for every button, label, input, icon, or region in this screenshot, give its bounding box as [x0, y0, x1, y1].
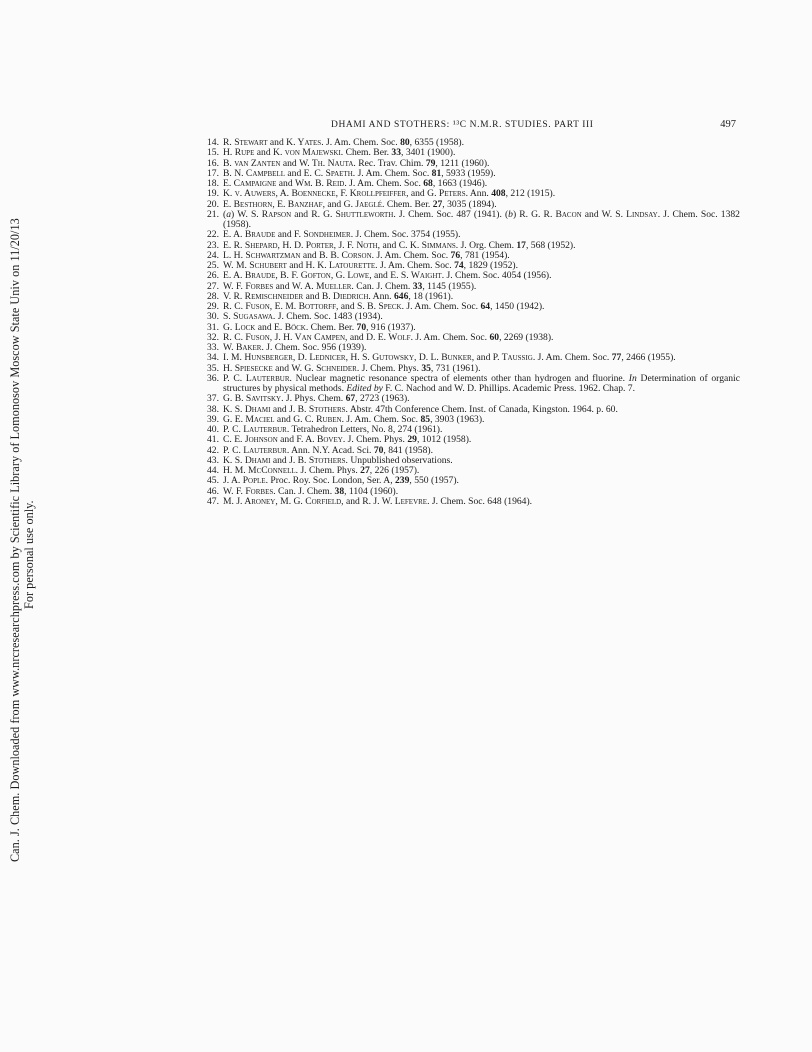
reference-segment: Edited by [346, 383, 383, 394]
reference-segment: . Can. J. Chem. [273, 485, 335, 497]
reference-segment: , 781 (1954). [460, 249, 510, 261]
reference-segment: W. F. Forbes [223, 280, 274, 292]
reference-segment: 17 [516, 239, 526, 251]
reference-segment: E. A. Braude, B. F. Gofton, G. Lowe [223, 270, 370, 282]
reference-segment: and [254, 147, 274, 159]
reference-segment: . Chem. Ber. [305, 321, 357, 333]
reference-segment: J. B. Stothers [289, 403, 346, 415]
reference-segment: . Can. J. Chem. [351, 280, 413, 292]
reference-segment: . J. Phys. Chem. [281, 393, 346, 405]
reference-segment: . J. Am. Chem. Soc. [341, 413, 421, 425]
running-title: DHAMI AND STOTHERS: ¹³C N.M.R. STUDIES. PART III [331, 120, 594, 130]
reference-list [200, 138, 740, 507]
reference-item [200, 210, 740, 231]
reference-segment: S. Sugasawa [223, 311, 273, 323]
reference-number: 46. [207, 485, 219, 497]
reference-segment: B. Diedrich [321, 290, 369, 302]
reference-segment: , 3401 (1900). [401, 147, 456, 159]
reference-segment: 70 [356, 321, 367, 333]
reference-segment: 239 [395, 475, 410, 487]
reference-segment: W. F. Forbes [223, 485, 274, 497]
reference-segment: . J. Chem. Phys. [342, 434, 408, 446]
reference-segment: , 916 (1937). [366, 321, 416, 333]
reference-segment: H. Spiesecke [223, 362, 273, 374]
reference-number: 15. [207, 147, 219, 159]
reference-number: 31. [207, 321, 219, 333]
reference-segment: and [270, 454, 290, 466]
reference-segment: E. A. Braude [223, 229, 276, 241]
reference-segment: , and [345, 331, 367, 343]
reference-segment: , 1145 (1955). [422, 280, 477, 292]
reference-number: 20. [207, 198, 219, 210]
reference-segment: . Proc. Roy. Soc. London, Ser. A, [265, 475, 395, 487]
reference-number: 14. [207, 137, 219, 148]
reference-segment: B. B. Corson [319, 249, 372, 261]
reference-segment: R. Stewart [223, 137, 268, 148]
reference-segment: K. Yates [286, 137, 322, 148]
reference-segment: W. Th. Nauta [299, 157, 354, 169]
reference-item [200, 497, 740, 507]
reference-segment: , 6355 (1958). [409, 137, 465, 148]
reference-segment: . J. Chem. Phys. [356, 362, 422, 374]
reference-segment: . Chem. Ber. [340, 147, 392, 159]
reference-segment: , and [377, 239, 399, 251]
reference-segment: W. G. Schneider [291, 362, 357, 374]
reference-segment: and [277, 434, 297, 446]
reference-segment: E. S. Waight [390, 270, 442, 282]
reference-segment: Bacon [555, 208, 582, 220]
reference-segment: , 18 (1961). [408, 290, 454, 302]
reference-segment: . Ann. [465, 188, 492, 200]
reference-segment: W. S. Rapson [237, 208, 292, 220]
reference-segment: . J. Am. Chem. Soc. [352, 167, 432, 179]
reference-segment: 33 [391, 147, 402, 159]
reference-number: 17. [207, 167, 219, 179]
reference-segment: . Ann. N.Y. Acad. Sci. [286, 444, 374, 456]
reference-number: 27. [207, 280, 219, 292]
reference-segment: . J. Chem. Soc. 956 (1939). [261, 342, 367, 353]
reference-segment: and [270, 403, 290, 415]
reference-segment: . J. Chem. Soc. 1483 (1934). [272, 311, 383, 323]
reference-segment: J. B. Stothers [289, 454, 346, 466]
reference-segment: . J. Chem. Phys. [295, 465, 361, 476]
reference-segment: B. van Zanten [223, 157, 281, 169]
reference-segment: K. S. Dhami [223, 403, 271, 415]
reference-segment: M. J. Aroney, M. G. Corfield [223, 495, 342, 507]
reference-segment: 60 [489, 331, 500, 343]
reference-segment: S. B. Speck [357, 301, 402, 312]
reference-segment: 64 [480, 301, 491, 312]
reference-segment: , 1211 (1960). [435, 157, 490, 169]
reference-number: 22. [207, 229, 219, 241]
reference-number: 38. [207, 403, 219, 415]
reference-segment: D. E. Wolf [366, 331, 411, 343]
reference-number: 19. [207, 188, 219, 200]
reference-segment: C. K. Simmans [398, 239, 456, 251]
reference-segment: , 841 (1958). [383, 444, 433, 456]
reference-segment: and [300, 249, 320, 261]
reference-number: 39. [207, 413, 219, 425]
reference-segment: , 1663 (1946). [432, 178, 488, 189]
reference-segment: Wm. B. Reid [295, 178, 345, 189]
reference-segment: 79 [425, 157, 436, 169]
reference-segment: , 550 (1957). [409, 475, 459, 487]
reference-segment: , 1012 (1958). [416, 434, 472, 446]
reference-number: 26. [207, 270, 219, 282]
reference-segment: W. A. Mueller [291, 280, 352, 292]
reference-segment: B. N. Campbell [223, 167, 285, 179]
reference-segment: and [291, 208, 312, 220]
reference-segment: . J. Org. Chem. [455, 239, 517, 251]
page-number: 497 [720, 119, 736, 130]
reference-segment: . J. Am. Chem. Soc. [375, 260, 455, 271]
reference-segment: and [275, 229, 295, 241]
reference-segment: E. Besthorn, E. Banzhaf [223, 198, 323, 210]
reference-number: 35. [207, 362, 219, 374]
download-watermark [0, 0, 50, 1052]
reference-segment: , 5933 (1959). [441, 167, 496, 179]
reference-segment: 27 [360, 465, 370, 476]
reference-segment: , 731 (1961). [430, 362, 481, 374]
reference-segment: 76 [450, 249, 461, 261]
reference-number: 36. [207, 372, 219, 384]
reference-item [200, 374, 740, 395]
reference-segment: and [255, 321, 275, 333]
reference-segment: W. Baker [223, 342, 262, 353]
reference-segment: , 2723 (1963). [355, 393, 410, 405]
reference-segment: . J. Am. Chem. Soc. [371, 249, 451, 261]
running-header [200, 120, 740, 134]
reference-number: 24. [207, 249, 219, 261]
reference-segment: . J. Chem. Soc. 648 (1964). [427, 495, 533, 507]
reference-number: 44. [207, 465, 219, 476]
reference-segment: V. R. Remischneider [223, 290, 304, 302]
reference-number: 41. [207, 434, 219, 446]
reference-number: 32. [207, 331, 219, 343]
reference-segment: , 212 (1915). [505, 188, 556, 200]
reference-segment: K. S. Dhami [223, 454, 271, 466]
reference-number: 33. [207, 342, 219, 353]
reference-number: 30. [207, 311, 219, 323]
reference-segment: , 2269 (1938). [499, 331, 554, 343]
reference-segment: P. Taussig [492, 352, 533, 364]
reference-segment: K. von Majewski [273, 147, 341, 159]
reference-number: 40. [207, 424, 219, 435]
reference-segment: . J. Am. Chem. Soc. [401, 301, 481, 312]
reference-segment: and [267, 137, 287, 148]
reference-segment: 408 [491, 188, 506, 200]
reference-number: 37. [207, 393, 219, 405]
reference-segment: . J. Am. Chem. Soc. [344, 178, 424, 189]
reference-segment: and [273, 280, 292, 292]
reference-segment: , 3903 (1963). [430, 413, 485, 425]
reference-text [223, 374, 740, 395]
reference-segment: C. E. Johnson [223, 434, 278, 446]
reference-segment: . J. Chem. Soc. 3754 (1955). [350, 229, 461, 241]
reference-segment: F. C. Nachod and W. D. Phillips. Academic Press. 1962. Chap. 7. [382, 383, 635, 394]
watermark-line-1: Can. J. Chem. Downloaded from www.nrcresearchpress.com by Scientific Library of Lomonosov Moscow State Univ on 11/20/13 [8, 218, 22, 862]
reference-segment: ) R. G. R. [512, 208, 556, 220]
reference-segment: , 3035 (1894). [442, 198, 497, 210]
reference-segment: . J. Am. Chem. Soc. [532, 352, 612, 364]
reference-segment: 68 [423, 178, 433, 189]
reference-segment: R. C. Fuson, J. H. Van Campen [223, 331, 346, 343]
reference-segment: 85 [420, 413, 431, 425]
reference-segment: K. v. Auwers, A. Boennecke, F. Krollpfeiffer [223, 188, 407, 200]
reference-segment: , 226 (1957). [369, 465, 420, 476]
reference-segment: . Unpublished observations. [345, 454, 453, 466]
reference-segment: E. Böck [274, 321, 306, 333]
reference-segment: . J. Am. Chem. Soc. [321, 137, 401, 148]
reference-segment: . J. Chem. Soc. 487 (1941). ( [393, 208, 509, 220]
reference-segment: 70 [373, 444, 384, 456]
reference-segment: W. M. Schubert [223, 260, 287, 271]
reference-segment: and [272, 362, 292, 374]
watermark-line-2: For personal use only. [22, 500, 36, 609]
reference-segment: R. G. Shuttleworth [311, 208, 394, 220]
reference-segment: L. H. Schwartzman [223, 249, 301, 261]
reference-segment: b [508, 208, 513, 220]
reference-segment: , and [369, 270, 391, 282]
reference-segment: 80 [400, 137, 410, 148]
reference-number: 43. [207, 454, 219, 466]
reference-segment: G. E. Maciel [223, 413, 275, 425]
reference-segment: and [276, 178, 296, 189]
reference-segment: R. J. W. Lefevre [362, 495, 428, 507]
reference-segment: and [274, 413, 294, 425]
reference-segment: , and [341, 495, 363, 507]
reference-number: 23. [207, 239, 219, 251]
reference-number: 29. [207, 301, 219, 312]
reference-segment: a [226, 208, 231, 220]
reference-segment: R. C. Fuson, E. M. Bottorff [223, 301, 336, 312]
reference-segment: , and [322, 198, 344, 210]
reference-segment: 646 [393, 290, 409, 302]
reference-segment: , 1450 (1942). [490, 301, 545, 312]
reference-segment: , and [335, 301, 358, 312]
reference-segment: E. Campaigne [223, 178, 277, 189]
reference-segment: and [285, 167, 304, 179]
reference-segment: H. M. McConnell [223, 465, 296, 476]
reference-segment: P. C. Lauterbur [223, 424, 287, 435]
reference-segment: 35 [421, 362, 431, 374]
reference-segment: . Chem. Ber. [382, 198, 433, 210]
reference-segment: E. C. Spaeth [303, 167, 353, 179]
reference-segment: . J. Chem. Soc. 4054 (1956). [441, 270, 552, 282]
reference-segment: G. Jaeglé [343, 198, 383, 210]
reference-segment: and [286, 260, 306, 271]
reference-segment: 67 [345, 393, 356, 405]
reference-segment: . J. Chem. Soc. 1382 (1958). [223, 208, 740, 230]
reference-segment: Determination of organic structures by physical methods. [223, 372, 740, 394]
reference-segment: 33 [412, 280, 423, 292]
reference-segment: P. C. Lauterbur [223, 372, 290, 384]
reference-segment: . Ann. [368, 290, 394, 302]
reference-segment: E. R. Shepard, H. D. Porter, J. F. Noth [223, 239, 378, 251]
reference-segment: G. Peters [427, 188, 466, 200]
reference-segment: . Rec. Trav. Chim. [353, 157, 426, 169]
reference-number: 18. [207, 178, 219, 189]
reference-segment: G. B. Savitsky [223, 393, 282, 405]
reference-segment: F. Sondheimer [294, 229, 351, 241]
reference-segment: . Tetrahedron Letters, No. 8, 274 (1961). [286, 424, 443, 435]
reference-segment: . Abstr. 47th Conference Chem. Inst. of Canada, Kingston. 1964. p. 60. [345, 403, 618, 415]
reference-segment: ( [223, 208, 227, 220]
reference-number: 16. [207, 157, 219, 169]
reference-segment: , 1829 (1952). [463, 260, 519, 271]
reference-text [223, 210, 740, 231]
reference-segment: J. A. Pople [223, 475, 266, 487]
reference-segment: and [280, 157, 300, 169]
reference-number: 45. [207, 475, 219, 487]
reference-segment: I. M. Hunsberger, D. Lednicer, H. S. Gutowsky, D. L. Bunker [223, 352, 472, 364]
reference-segment: In [628, 372, 637, 384]
reference-number: 47. [207, 495, 219, 507]
reference-segment: 27 [432, 198, 443, 210]
reference-segment: , and [471, 352, 493, 364]
reference-segment: H. K. Latourette [305, 260, 376, 271]
reference-segment: G. Lock [223, 321, 256, 333]
reference-segment: Lindsay [626, 208, 658, 220]
reference-segment: , 568 (1952). [525, 239, 576, 251]
reference-segment: and W. S. [581, 208, 627, 220]
reference-segment: , and [406, 188, 428, 200]
reference-segment: H. Rupe [223, 147, 255, 159]
reference-segment: , 1104 (1960). [344, 485, 399, 497]
reference-number: 42. [207, 444, 219, 456]
reference-segment: 38 [334, 485, 345, 497]
reference-segment: and [303, 290, 322, 302]
reference-segment: F. A. Bovey [296, 434, 343, 446]
reference-number: 21. [207, 208, 219, 220]
reference-segment: 81 [431, 167, 442, 179]
reference-segment: 29 [407, 434, 417, 446]
reference-segment: P. C. Lauterbur [223, 444, 287, 456]
reference-text [223, 497, 740, 507]
reference-segment: 77 [611, 352, 622, 364]
reference-segment: . J. Am. Chem. Soc. [410, 331, 490, 343]
reference-number: 34. [207, 352, 219, 364]
reference-segment: G. C. Ruben [293, 413, 342, 425]
reference-segment: 74 [454, 260, 464, 271]
reference-segment: . Nuclear magnetic resonance spectra of elements other than hydrogen and fluorine. [289, 372, 629, 384]
reference-segment: , 2466 (1955). [621, 352, 676, 364]
reference-number: 25. [207, 260, 219, 271]
reference-segment: ) [231, 208, 238, 220]
reference-number: 28. [207, 290, 219, 302]
